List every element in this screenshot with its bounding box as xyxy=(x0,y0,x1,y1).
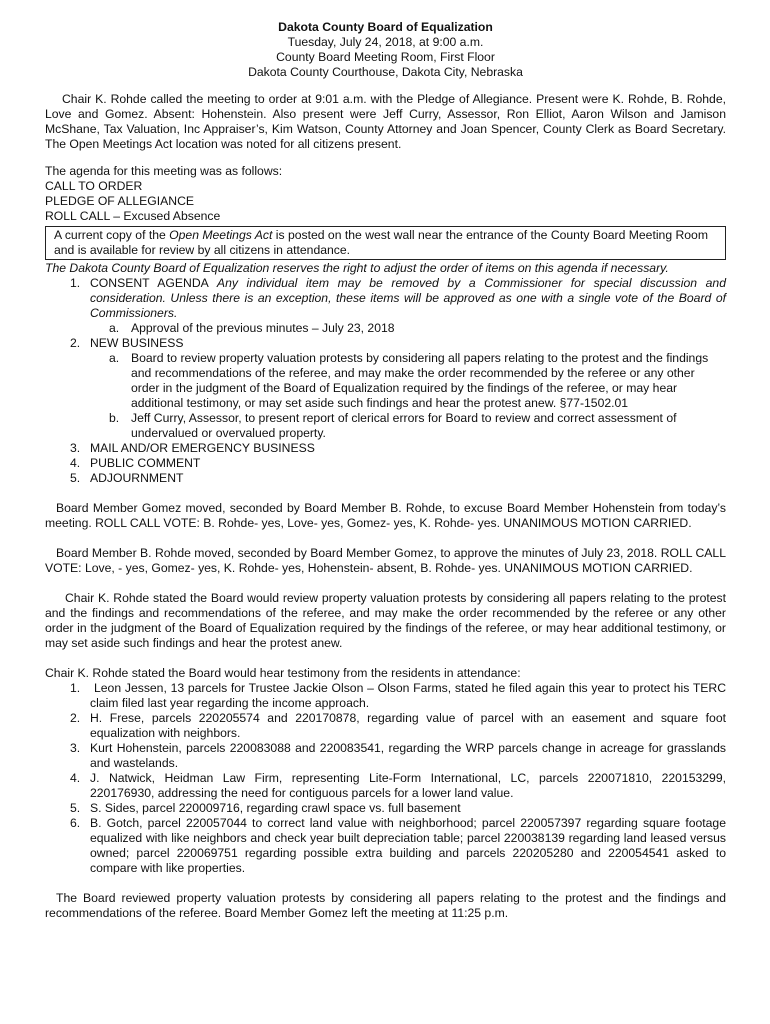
list-item xyxy=(45,771,726,801)
testimony-list xyxy=(45,681,726,876)
notice-open-meetings-act: Open Meetings Act xyxy=(169,228,273,242)
meeting-location: Dakota County Courthouse, Dakota City, Nebraska xyxy=(248,65,523,79)
subitem-text: Approval of the previous minutes – July 23, 2018 xyxy=(131,321,395,335)
agenda-item-new-business xyxy=(45,336,726,351)
agenda-intro: The agenda for this meeting was as follows: xyxy=(45,164,283,178)
motion-excuse-paragraph: Board Member Gomez moved, seconded by Board Member B. Rohde, to excuse Board Member Hohenstein from today’s meeting. ROLL CALL VOTE: B. Rohde- yes, Love- yes, Gomez- yes, K. Rohde- yes. UNANIMOUS MOTION CARRIED. xyxy=(45,501,726,530)
agenda-item-number: 1. xyxy=(70,276,81,290)
document-title: Dakota County Board of Equalization xyxy=(278,20,493,34)
list-item-text: Kurt Hohenstein, parcels 220083088 and 220083541, regarding the WRP parcels change in acreage for grasslands and wastelands. xyxy=(90,741,726,770)
agenda-item-note: Any individual item may be removed by a Commissioner for special discussion and consideration. Unless there is an exception, these items will be approved as one with a single vote of the Board of Commissioners. xyxy=(90,276,726,320)
agenda-item-label: NEW BUSINESS xyxy=(90,336,184,350)
list-item xyxy=(45,816,726,876)
subitem-letter: b. xyxy=(109,411,120,425)
agenda-line-pledge: PLEDGE OF ALLEGIANCE xyxy=(45,194,195,208)
agenda-subitem xyxy=(45,321,726,336)
agenda-subitem xyxy=(45,411,726,441)
subitem-text: Board to review property valuation protests by considering all papers relating to the protest and the findings and recommendations of the referee, and may make the order recommended by the referee or any other order in the judgment of the Board of Equalization required by the findings of the referee, or may hear additional testimony, or may set aside such findings and hear the protest anew. §77-1502.01 xyxy=(131,351,709,410)
list-item-text: B. Gotch, parcel 220057044 to correct land value with neighborhood; parcel 220057397 regarding square footage equalized with like neighbors and check year built depreciation table; parcel 220038139 regarding land leased versus owned; parcel 220069751 regarding possible extra building and parcels 220205280 and 220054541 asked to compare with like properties. xyxy=(90,816,726,875)
intro-paragraph: Chair K. Rohde called the meeting to order at 9:01 a.m. with the Pledge of Allegiance. Present were K. Rohde, B. Rohde, Love and Gomez. Absent: Hohenstein. Also present were Jeff Curry, Assessor, Ron Elliot, Aaron Wilson and Jamison McShane, Tax Valuation, Inc Appraiser’s, Kim Watson, County Attorney and Joan Spencer, County Clerk as Board Secretary. The Open Meetings Act location was noted for all citizens present. xyxy=(45,92,726,151)
review-paragraph: Chair K. Rohde stated the Board would review property valuation protests by considering all papers relating to the protest and the findings and recommendations of the referee, and may make the order recommended by the referee or any other order in the judgment of the Board of Equalization required by the findings of the referee, or may hear additional testimony, or may set aside such findings and hear the protest anew. xyxy=(45,591,726,650)
agenda-line-call-to-order: CALL TO ORDER xyxy=(45,179,143,193)
reserve-notice: The Dakota County Board of Equalization reserves the right to adjust the order of items on this agenda if necessary. xyxy=(45,261,669,275)
agenda-item-consent xyxy=(45,276,726,321)
agenda-item-public-comment xyxy=(45,456,726,471)
agenda-item-number: 3. xyxy=(70,441,81,455)
motion-minutes-paragraph: Board Member B. Rohde moved, seconded by Board Member Gomez, to approve the minutes of July 23, 2018. ROLL CALL VOTE: Love, - yes, Gomez- yes, K. Rohde- yes, Hohenstein- absent, B. Rohde- yes. UNANIMOUS MOTION CARRIED. xyxy=(45,546,726,575)
agenda-item-number: 4. xyxy=(70,456,81,470)
list-item xyxy=(45,681,726,711)
list-item-number: 4. xyxy=(70,771,81,785)
open-meetings-notice-box xyxy=(45,226,726,260)
closing-paragraph: The Board reviewed property valuation protests by considering all papers relating to the protest and the findings and recommendations of the referee. Board Member Gomez left the meeting at 11:25 p.m. xyxy=(45,891,726,920)
testimony-intro: Chair K. Rohde stated the Board would hear testimony from the residents in attendance: xyxy=(45,666,521,680)
notice-text-after: is posted on the west wall near the entrance of the County Board Meeting Room and is available for review by all citizens in attendance. xyxy=(54,228,708,257)
agenda-item-label: MAIL AND/OR EMERGENCY BUSINESS xyxy=(90,441,315,455)
agenda-item-number: 2. xyxy=(70,336,81,350)
agenda-item-label: ADJOURNMENT xyxy=(90,471,184,485)
agenda-item-adjournment xyxy=(45,471,726,486)
list-item-number: 3. xyxy=(70,741,81,755)
subitem-text: Jeff Curry, Assessor, to present report of clerical errors for Board to review and correct assessment of undervalued or overvalued property. xyxy=(131,411,677,440)
list-item-number: 6. xyxy=(70,816,81,830)
agenda-items xyxy=(45,276,726,486)
agenda-item-mail xyxy=(45,441,726,456)
list-item-number: 2. xyxy=(70,711,81,725)
list-item-number: 5. xyxy=(70,801,81,815)
notice-text-before: A current copy of the xyxy=(54,228,170,242)
list-item-text: S. Sides, parcel 220009716, regarding crawl space vs. full basement xyxy=(90,801,461,815)
list-item-number: 1. xyxy=(70,681,81,695)
document-header xyxy=(45,20,726,80)
list-item-text: H. Frese, parcels 220205574 and 220170878, regarding value of parcel with an easement and square foot equalization with neighbors. xyxy=(90,711,726,740)
meeting-room: County Board Meeting Room, First Floor xyxy=(276,50,495,64)
meeting-date: Tuesday, July 24, 2018, at 9:00 a.m. xyxy=(287,35,484,49)
agenda-subitem xyxy=(45,351,726,411)
agenda-item-number: 5. xyxy=(70,471,81,485)
subitem-letter: a. xyxy=(109,351,120,365)
list-item xyxy=(45,741,726,771)
list-item-text: J. Natwick, Heidman Law Firm, representing Lite-Form International, LC, parcels 220071810, 220153299, 220176930, addressing the need for contiguous parcels for a lower land value. xyxy=(90,771,726,800)
agenda-item-label: CONSENT AGENDA xyxy=(90,276,209,290)
agenda-item-label: PUBLIC COMMENT xyxy=(90,456,201,470)
subitem-letter: a. xyxy=(109,321,120,335)
list-item xyxy=(45,711,726,741)
agenda-line-roll-call: ROLL CALL – Excused Absence xyxy=(45,209,221,223)
list-item-text: Leon Jessen, 13 parcels for Trustee Jackie Olson – Olson Farms, stated he filed again this year to protect his TERC claim filed last year regarding the income approach. xyxy=(90,681,726,710)
list-item xyxy=(45,801,726,816)
